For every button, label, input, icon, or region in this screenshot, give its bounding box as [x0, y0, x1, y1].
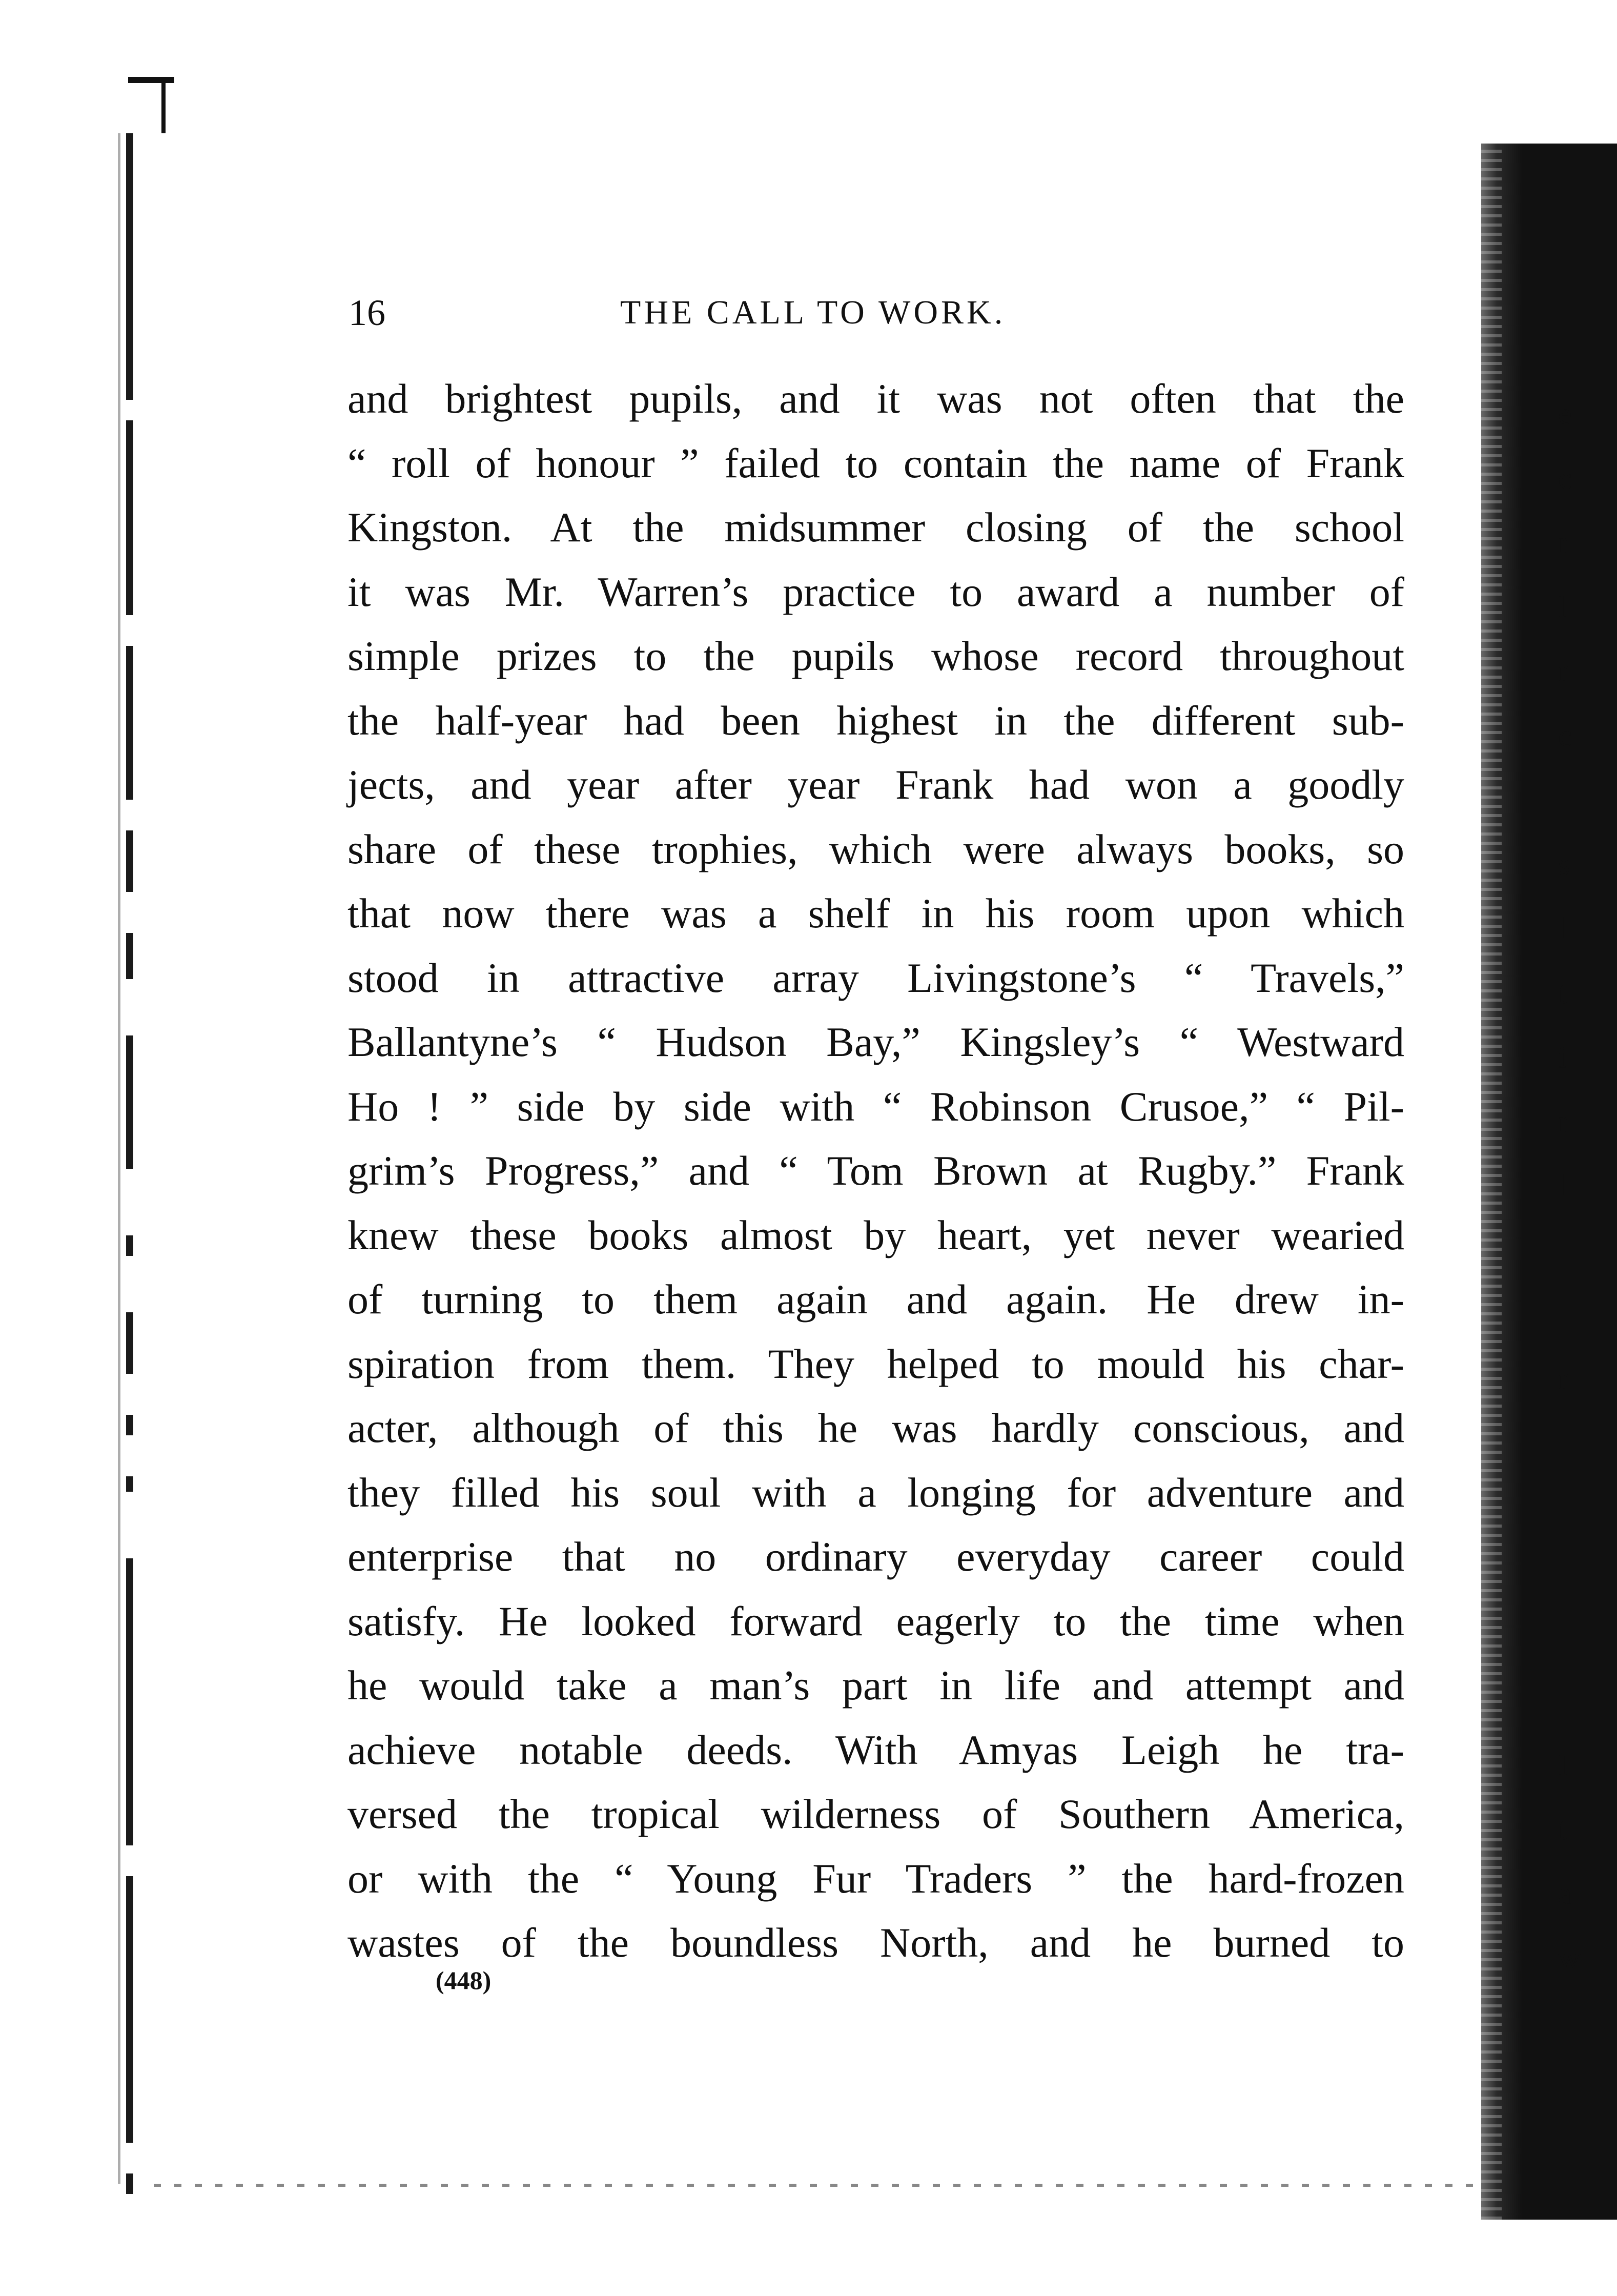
margin-letter: i [1558, 1040, 1567, 1074]
left-binding-edge [108, 133, 164, 2199]
running-head: THE CALL TO WORK. [620, 294, 1006, 331]
text-line: Ballantyne’s “ Hudson Bay,” Kingsley’s “ Westward [347, 1019, 1404, 1065]
text-line: achieve notable deeds. With Amyas Leigh he tra- [347, 1726, 1404, 1773]
text-line: acter, although of this he was hardly conscious, and [347, 1405, 1404, 1451]
text-line: stood in attractive array Livingstone’s “ Travels,” [347, 954, 1404, 1001]
text-line: versed the tropical wilderness of Southern America, [347, 1791, 1404, 1837]
margin-letter: c [1558, 718, 1572, 753]
margin-letter [1558, 1604, 1614, 1669]
text-line: simple prizes to the pupils whose record throughout [347, 633, 1404, 679]
margin-letter [1558, 1411, 1614, 1476]
binding-mark-top [128, 77, 174, 83]
binding-mark-top-vertical [161, 77, 166, 133]
text-line: they filled his soul with a longing for adventure and [347, 1469, 1404, 1516]
text-line: it was Mr. Warren’s practice to award a number of [347, 568, 1404, 615]
text-line: that now there was a shelf in his room upon which [347, 890, 1404, 937]
adjacent-page-letters [1558, 382, 1614, 1990]
margin-letter [1558, 768, 1614, 832]
margin-letter: l [1558, 1169, 1567, 1203]
margin-letter [1558, 1476, 1614, 1540]
text-line: “ roll of honour ” failed to contain the name of Frank [347, 439, 1404, 486]
body-text [347, 367, 1404, 1975]
text-line: jects, and year after year Frank had won a goodly [347, 761, 1404, 808]
margin-letter: r [1558, 654, 1568, 688]
text-line: Ho ! ” side by side with “ Robinson Crusoe,” “ Pil- [347, 1083, 1404, 1130]
text-line: of turning to them again and again. He drew in- [347, 1276, 1404, 1323]
text-line: wastes of the boundless North, and he burned to [347, 1919, 1404, 1966]
text-line: enterprise that no ordinary everyday career could [347, 1533, 1404, 1580]
text-line: or with the “ Young Fur Traders ” the hard-frozen [347, 1855, 1404, 1902]
margin-letter [1558, 1218, 1614, 1283]
margin-letter: c [1558, 461, 1572, 495]
text-line: and brightest pupils, and it was not often that the [347, 375, 1404, 422]
page-header [343, 285, 1409, 341]
page-number: 16 [349, 292, 385, 333]
margin-letter: l [1558, 590, 1567, 624]
text-line: he would take a man’s part in life and attempt and [347, 1662, 1404, 1709]
margin-letter: s [1558, 847, 1570, 881]
margin-letter [1558, 1283, 1614, 1347]
signature-mark: (448) [436, 1966, 492, 1995]
text-line: spiration from them. They helped to mould his char- [347, 1340, 1404, 1387]
margin-letter: a [1558, 1876, 1572, 1911]
text-line: satisfy. He looked forward eagerly to the time when [347, 1597, 1404, 1644]
margin-letter: r [1558, 1362, 1568, 1396]
bottom-scan-noise [154, 2184, 1486, 2187]
margin-letter: I [1558, 1748, 1568, 1782]
margin-letter: r [1558, 1104, 1568, 1139]
text-line: the half-year had been highest in the different sub- [347, 697, 1404, 744]
text-line: grim’s Progress,” and “ Tom Brown at Rugby.” Frank [347, 1147, 1404, 1194]
margin-letter: w [1558, 1941, 1581, 1975]
margin-letter [1558, 1669, 1614, 1733]
text-line: Kingston. At the midsummer closing of the school [347, 504, 1404, 551]
text-line: share of these trophies, which were always books, so [347, 825, 1404, 872]
margin-letter: t [1558, 1812, 1567, 1846]
margin-letter [1558, 1540, 1614, 1604]
margin-letter: e [1558, 397, 1572, 431]
text-line: knew these books almost by heart, yet never wearied [347, 1211, 1404, 1258]
margin-letter: l [1558, 911, 1567, 945]
margin-letter: r [1558, 525, 1568, 559]
margin-letter: t [1558, 976, 1567, 1010]
